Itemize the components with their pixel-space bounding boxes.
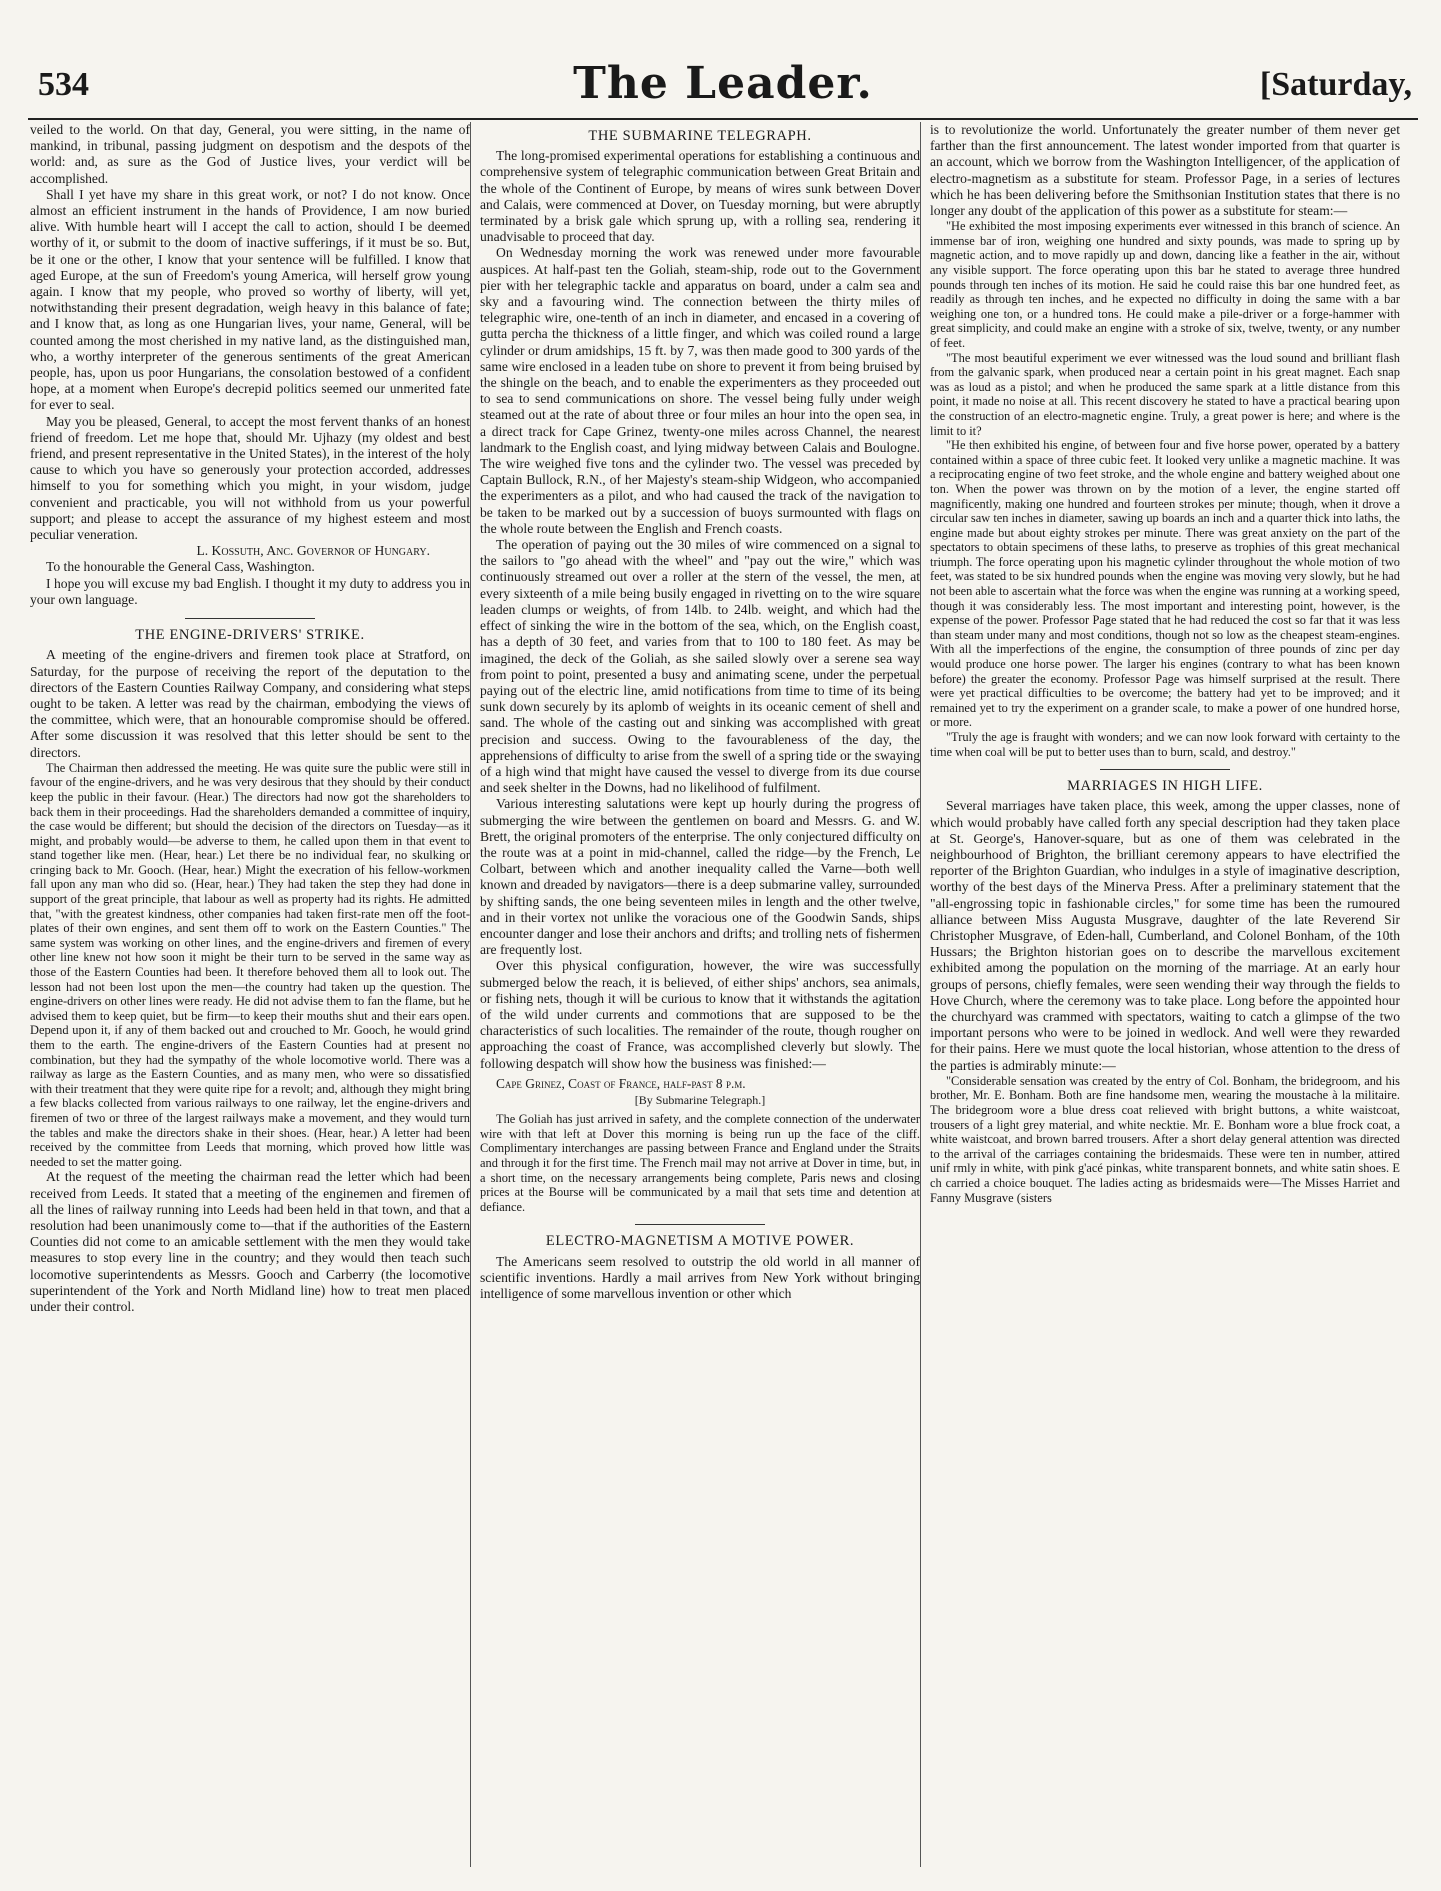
paragraph: To the honourable the General Cass, Washington. (46, 559, 315, 575)
signature: L. Kossuth, Anc. Governor of Hungary. (196, 543, 430, 559)
paragraph: Various interesting salutations were kept up hourly during the progress of submerging the wire between the gentlemen on board and Messrs. G. and W. Brett, the original promoters of the enterprise. The only conjectured difficulty on the route was at a point in mid-channel, called the ridge—by the French, Le Colbart, between which and another inequality called the Varne—both well known and dreaded by navigators—there is a deep submarine valley, surrounded by shifting sands, the one being seventeen miles in length and the other twelve, and in their vortex not unlike the voracious one of the Goodwin Sands, ships encounter danger and lose their anchors and drifts; and trolling nets of fishermen are frequently lost. (480, 796, 920, 958)
paragraph: veiled to the world. On that day, General, you were sitting, in the name of mankind, in tribunal, passing judgment on despotism and the despots of the world: and, as sure as the God of Justice lives, your verdict will be accomplished. (30, 122, 470, 186)
column-2 (480, 122, 920, 1867)
section-rule (635, 1224, 765, 1225)
paragraph: On Wednesday morning the work was renewed under more favourable auspices. At half-past ten the Goliah, steam-ship, rode out to the Government pier with her telegraphic tackle and apparatus on board, under a calm sea and sky and a favouring wind. The connection between the thirty miles of telegraphic wire, one-tenth of an inch in diameter, and encased in a covering of gutta percha the thickness of a little finger, and which was coiled round a large cylinder or drum amidships, 15 ft. by 7, was then made good to 300 yards of the same wire enclosed in a leaden tube on shore to prevent it from being bruised by the shingle on the beach, and to enable the experimenters as they proceeded out to sea to send communications on shore. The vessel being fully under weigh steamed out at the rate of about three or four miles an hour into the open sea, in a direct track for Cape Grinez, twenty-one miles across Channel, the nearest landmark to the English coast, and lying midway between Calais and Boulogne. The wire weighed five tons and the cylinder two. The vessel was preceded by Captain Bullock, R.N., of her Majesty's steam-ship Widgeon, who accompanied the experimenters as a pilot, and who had caused the track of the navigation to be taken to be marked out by a succession of buoys surmounted with flags on the whole route between the English and French coasts. (480, 245, 920, 536)
article-heading-engine-drivers: THE ENGINE-DRIVERS' STRIKE. (135, 627, 365, 644)
paragraph: The Americans seem resolved to outstrip the old world in all manner of scientific inventions. Hardly a mail arrives from New York without bringing intelligence of some marvellous invention or other which (480, 1253, 920, 1301)
paragraph: At the request of the meeting the chairman read the letter which had been received from Leeds. It stated that a meeting of the enginemen and firemen of all the lines of railway running into Leeds had been held in that town, and that a resolution had been unanimously come to—that if the authorities of the Eastern Counties did not come to an amicable settlement with the men they would take measures to stop every line in the country; and they would then teach such locomotive superintendents as Messrs. Gooch and Carberry (the locomotive superintendent of the York and North Midland line) how to treat men placed under their control. (30, 1169, 470, 1314)
quotation: "He then exhibited his engine, of between four and five horse power, operated by a battery contained within a space of three cubic feet. It looked very unlike a magnetic machine. It was a reciprocating engine of two feet stroke, and the whole engine and battery weighed about one ton. When the power was thrown on by the motion of a lever, the engine started off magnificently, making one hundred and fourteen strokes per minute; though, when it drove a circular saw ten inches in diameter, sawing up boards an inch and a quarter thick into laths, the engine made but about eighty strokes per minute. There was great anxiety on the part of the spectators to obtain specimens of these laths, to preserve as trophies of this great mechanical triumph. The force operating upon his magnetic cylinder throughout the whole motion of two feet, was stated to be six hundred pounds when the engine was moving very slowly, but he had not been able to ascertain what the force was when the engine was running at a working speed, though it was considerably less. The most important and interesting point, however, is the expense of the power. Professor Page stated that he had reduced the cost so far that it was less than steam under many and most conditions, though not so low as the cheapest steam-engines. With all the imperfections of the engine, the consumption of three pounds of zinc per day would produce one horse power. The larger his engines (contrary to what has been known before) the greater the economy. Professor Page was himself surprised at the result. There were yet practical difficulties to be overcome; the battery had yet to be improved; and it remained yet to try the experiment on a grander scale, to make a power of one hundred horse, or more. (930, 438, 1400, 730)
column-1 (30, 122, 470, 1867)
section-rule (185, 618, 315, 619)
paragraph: The operation of paying out the 30 miles of wire commenced on a signal to the sailors to "go ahead with the wheel" and "pay out the wire," which was continuously streamed out over a roller at the stern of the vessel, the men, at every sixteenth of a mile being busily engaged in rivetting on to the wire square leaden clumps or weights, of from 14lb. to 24lb. weight, and which had the effect of sinking the wire in the bottom of the sea, which, on the English coast, has a depth of 30 feet, and varies from that to 100 to 180 feet. As may be imagined, the deck of the Goliah, as she sailed slowly over a serene sea way from point to point, presented a busy and animating scene, under the perpetual paying out of the electric line, amid notifications from time to time of its being sunk down securely by its aplomb of weights in its oceanic cement of shell and sand. The whole of the casting out and sinking was accomplished with great precision and success. Owing to the favourableness of the day, the apprehensions of difficulty to arise from the swell of a spring tide or the swaying of a high wind that might have caused the vessel to diverge from its due course and seek shelter in the Downs, had no likelihood of fulfilment. (480, 537, 920, 796)
newspaper-title: The Leader. (573, 58, 873, 109)
section-rule (1100, 769, 1230, 770)
article-heading-marriages: MARRIAGES IN HIGH LIFE. (1067, 778, 1263, 795)
paragraph: I hope you will excuse my bad English. I thought it my duty to address you in your own language. (30, 575, 470, 607)
masthead (28, 58, 1418, 118)
quotation: "The most beautiful experiment we ever witnessed was the loud sound and brilliant flash from the galvanic spark, when produced near a certain point in his great magnet. Each snap was as loud as a pistol; and when he produced the same spark at a little distance from this point, it made no noise at all. This recent discovery he stated to have a practical bearing upon the construction of an electro-magnetic engine. Truly, a great power is here; and where is the limit to it? (930, 350, 1400, 438)
article-heading-submarine-telegraph: THE SUBMARINE TELEGRAPH. (588, 128, 812, 144)
paragraph: The Goliah has just arrived in safety, and the complete connection of the underwater wire with that left at Dover this morning is being run up the face of the cliff. Complimentary interchanges are passing between France and England under the Straits and through it for the first time. The French mail may not arrive at Dover in time, but, in a short time, on the necessary arrangements being complete, Paris news and closing prices at the Bourse will be communicated by a mail that sets time and detention at defiance. (480, 1112, 920, 1214)
quotation: "Truly the age is fraught with wonders; and we can now look forward with certainty to the time when coal will be put to better uses than to burn, scald, and destroy." (930, 730, 1400, 759)
paragraph: A meeting of the engine-drivers and firemen took place at Stratford, on Saturday, for the purpose of receiving the report of the deputation to the directors of the Eastern Counties Railway Company, and considering what steps ought to be taken. A letter was read by the chairman, embodying the views of the committee, which were, that an honourable compromise should be offered. After some discussion it was resolved that this letter should be sent to the directors. (30, 647, 470, 760)
column-divider-2 (920, 122, 921, 1867)
column-3 (930, 122, 1400, 1867)
paragraph: is to revolutionize the world. Unfortunately the greater number of them never get farther than the first announcement. The latest wonder imported from that quarter is an account, which we borrow from the Washington Intelligencer, of the application of electro-magnetism as a substitute for steam. Professor Page, in a series of lectures which he has been delivering before the Smithsonian Institution states that there is no longer any doubt of the application of this power as a substitute for steam:— (930, 122, 1400, 219)
paragraph: The Chairman then addressed the meeting. He was quite sure the public were still in favour of the engine-drivers, and he was very desirous that they should by their conduct keep the public in their favour. (Hear.) The directors had now got the shareholders to back them in their proceedings. Had the shareholders demanded a committee of inquiry, the case would be different; but should the decision of the directors on Tuesday—as it might, and probably would—be adverse to them, he called upon them in that event to stand together like men. (Hear, hear.) Let there be no individual fear, no skulking or cringing back to Mr. Gooch. (Hear, hear.) Might the execration of his fellow-workmen fall upon any man who did so. (Hear, hear.) They had taken the step they had done in support of the great principle, that labour as well as property had its rights. He admitted that, "with the greatest kindness, other companies had taken first-rate men off the foot-plates of their own engines, and sent them off to work on the Eastern Counties." The same system was working on other lines, and the engine-drivers and firemen of every other line knew not how soon it might be their turn to be served in the same way as those of the Eastern Counties had been. It therefore behoved them all to look out. The lesson had not been lost upon the men—the country had taken up the question. The engine-drivers on other lines were ready. He did not advise them to fan the flame, but he advised them to keep quiet, but be firm—to keep their mouths shut and their ears open. Depend upon it, if any of them backed out and crouched to Mr. Gooch, he would grind them to the earth. The engine-drivers of the Eastern Counties had at present no combination, but they had the sympathy of the whole locomotive world. There was a railway as large as the Eastern Counties, and as many men, who were so dissatisfied with their treatment that they were quite ripe for a revolt; and, although they might bring a few blacks collected from various railways to one railway, let the engine-drivers and firemen of two or three of the largest railways make a movement, and they would turn the tables and make the directors shake in their shoes. (Hear, hear.) A letter had been received by the committee from Leeds that morning, which proved how little was needed to set the matter going. (30, 760, 470, 1169)
paragraph: Shall I yet have my share in this great work, or not? I do not know. Once almost an efficient instrument in the hands of Providence, I am now buried alive. With humble heart will I accept the call to action, should I be deemed worthy of it, or submit to the doom of inactive sufferings, if it must be so. But, be it one or the other, I know that your sentence will be fulfilled. I know that aged Europe, at the sun of Freedom's young America, will herself grow young again. I know that my people, who proved so worthy of liberty, will yet, notwithstanding their present degradation, weigh heavy in this balance of fate; and I know that, as long as one Hungarian lives, your name, General, will be counted among the most cherished in my native land, as the distinguished man, who, a worthy interpreter of the generous sentiments of the great American people, has, upon us poor Hungarians, the consolation bestowed of a confident hope, at a moment when Europe's decrepid politics seemed our unmerited fate for ever to seal. (30, 186, 470, 413)
page-number: 534 (38, 66, 89, 103)
paragraph: The long-promised experimental operations for establishing a continuous and comprehensive system of telegraphic communication between Great Britain and the whole of the Continent of Europe, by means of wires sunk between Dover and Calais, were commenced at Dover, on Tuesday morning, but were abruptly terminated by a brisk gale which sprung up, with a rolling sea, rendering it unadvisable to proceed that day. (480, 148, 920, 245)
paragraph: May you be pleased, General, to accept the most fervent thanks of an honest friend of freedom. Let me hope that, should Mr. Ujhazy (my oldest and best friend, and present representative in the United States), in the interest of the holy cause to which you have so generously your protection accorded, addresses himself to you for something which you might, in your wisdom, judge convenient and practicable, you will not withhold from us your powerful support; and please to accept the assurance of my highest esteem and most peculiar veneration. (30, 413, 470, 543)
paragraph: Several marriages have taken place, this week, among the upper classes, none of which would probably have called forth any special description had they taken place at St. George's, Hanover-square, but as one of them was celebrated in the neighbourhood of Brighton, the brilliant ceremony appears to have electrified the reporter of the Brighton Guardian, who indulges in a style of imaginative description, worthy of the best days of the Minerva Press. After a preliminary statement that the "all-engrossing topic in fashionable circles," for some time has been the rumoured alliance between Miss Augusta Musgrave, daughter of the late Reverend Sir Christopher Musgrave, of Eden-hall, Cumberland, and Colonel Bonham, of the 10th Hussars; the Brighton historian goes on to describe the marvellous excitement exhibited among the population on the morning of the marriage. At an early hour groups of persons, chiefly females, were seen wending their way through the fields to Hove Church, where the ceremony was to take place. Long before the appointed hour the churchyard was crammed with spectators, waiting to catch a glimpse of the two important persons who were to be joined in wedlock. And well were they rewarded for their pains. Here we must quote the local historian, whose attention to the dress of the parties is admirably minute:— (930, 798, 1400, 1073)
quotation: "Considerable sensation was created by the entry of Col. Bonham, the bridegroom, and his brother, Mr. E. Bonham. Both are fine handsome men, wearing the moustache à la militaire. The bridegroom wore a blue dress coat relieved with bright buttons, a white waistcoat, trousers of a light grey material, and white necktie. Mr. E. Bonham wore a blue frock coat, a white waistcoat, and brown barred trousers. After a short delay general attention was directed to the arrival of the carriages containing the bridesmaids. These were ten in number, attired unif rmly in white, with pink g'acé pinkas, white transparent bonnets, and white satin shoes. E ch carried a choice bouquet. The ladies acting as bridesmaids were—The Misses Harriet and Fanny Musgrave (sisters (930, 1073, 1400, 1205)
column-divider-1 (470, 122, 471, 1867)
issue-day: [Saturday, (1259, 66, 1412, 103)
quotation: "He exhibited the most imposing experiments ever witnessed in this branch of science. An immense bar of iron, weighing one hundred and sixty pounds, was made to spring up by magnetic action, and to move rapidly up and down, dancing like a feather in the air, without any visible support. The force operating upon this bar he stated to average three hundred pounds through ten inches of its motion. He said he could raise this bar one hundred feet, as readily as through ten inches, and he expected no difficulty in doing the same with a bar weighing one ton, or a hundred tons. He could make a pile-driver or a forge-hammer with great simplicity, and could make an engine with a stroke of six, twelve, twenty, or any number of feet. (930, 219, 1400, 350)
masthead-rule (28, 118, 1418, 120)
paragraph: Over this physical configuration, however, the wire was successfully submerged below the reach, it is believed, of either ships' anchors, sea animals, or fishing nets, though it will be curious to know that it withstands the agitation of the wild under currents and commotions that are supposed to be the characteristics of such localities. The remainder of the route, though rougher on approaching the coast of France, was accomplished cleverly but slowly. The following despatch will show how the business was finished:— (480, 958, 920, 1071)
byline: [By Submarine Telegraph.] (634, 1092, 766, 1107)
article-heading-electro-magnetism: ELECTRO-MAGNETISM A MOTIVE POWER. (545, 1233, 855, 1250)
dateline: Cape Grinez, Coast of France, half-past 8 p.m. (496, 1075, 746, 1091)
